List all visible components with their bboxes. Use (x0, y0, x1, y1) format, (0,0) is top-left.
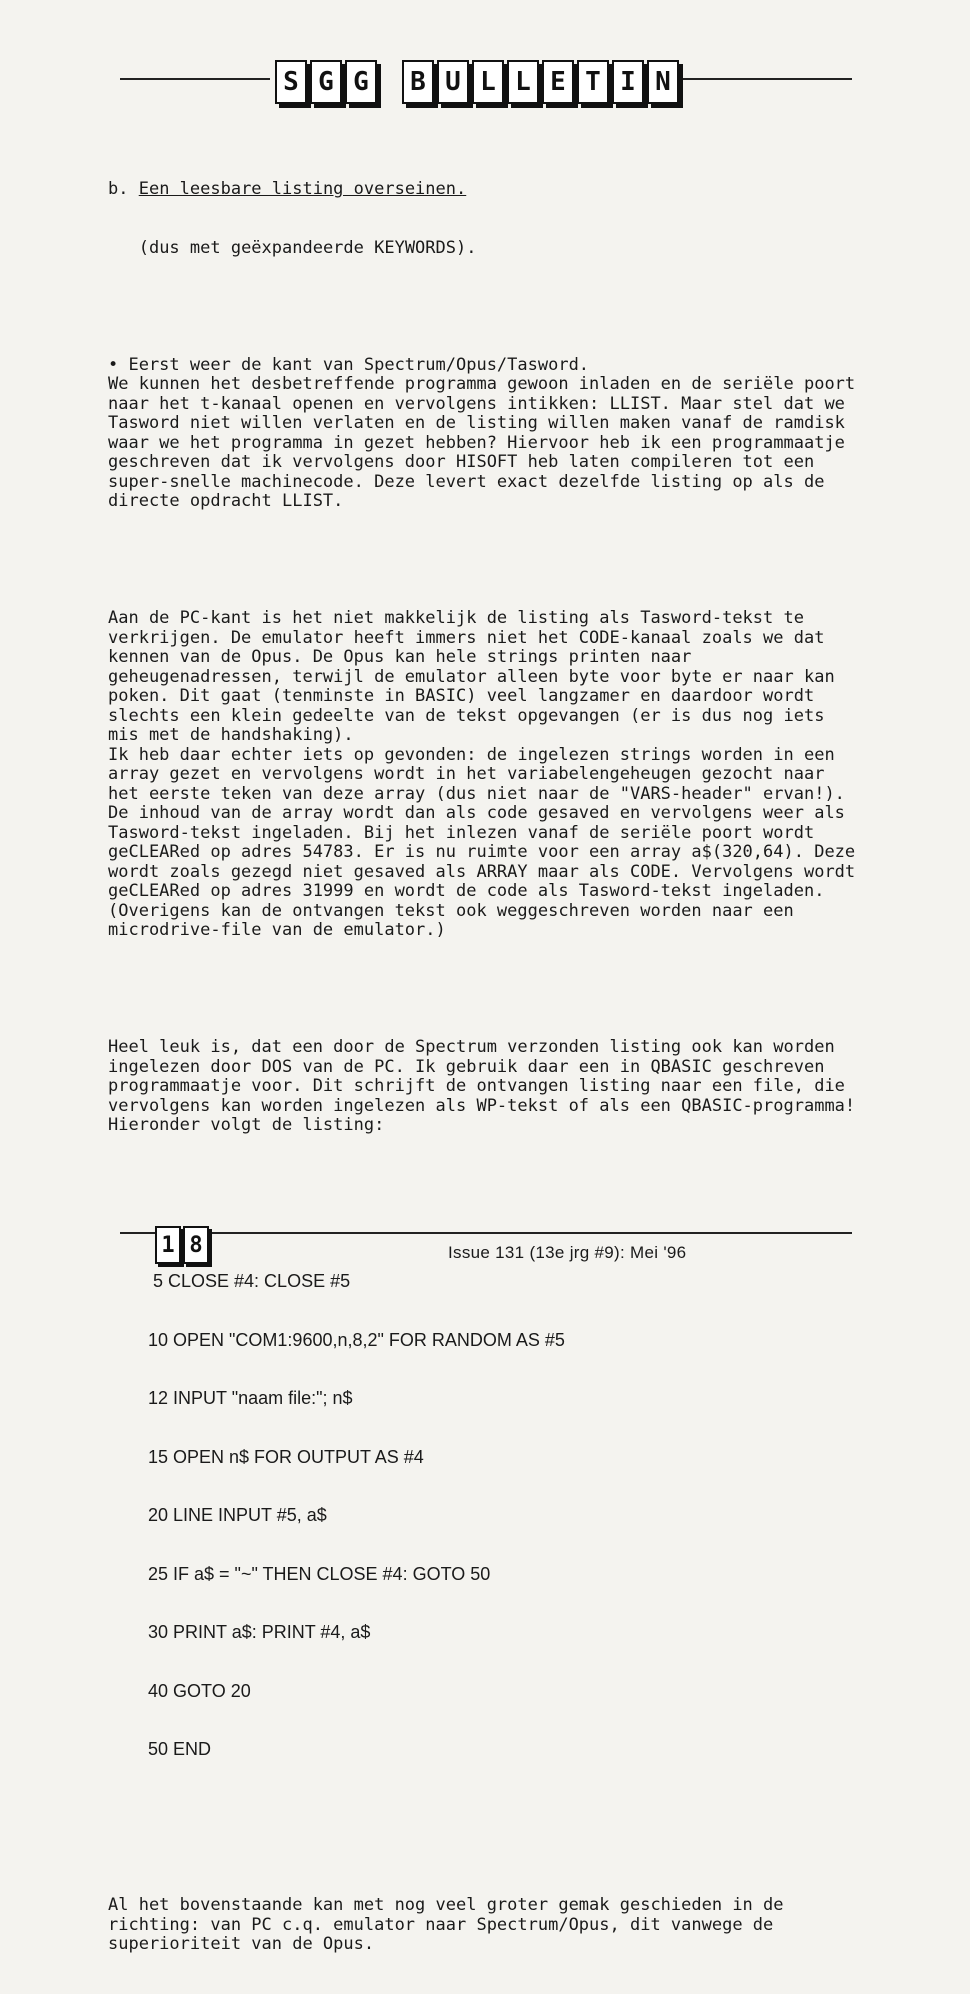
heading-prefix: b. (108, 179, 139, 199)
logo-tile: B (402, 60, 434, 104)
bulletin-logo (275, 60, 704, 104)
listing-line: 10 OPEN "COM1:9600,n,8,2" FOR RANDOM AS #5 (148, 1329, 565, 1350)
section-heading (108, 180, 856, 200)
paragraph-pc-side: Aan de PC-kant is het niet makkelijk de listing als Tasword-tekst te verkrijgen. De emulator heeft immers niet het CODE-kanaal zoals we dat kennen van de Opus. De Opus kan hele strings printen naar geheugenadressen, terwijl de emulator alleen byte voor byte er naar kan poken. Dit gaat (tenminste in BASIC) veel langzamer en daardoor wordt slechts een klein gedeelte van de tekst opgevangen (er is dus nog iets mis met de handshaking). Ik heb daar echter iets op gevonden: de ingelezen strings worden in een array gezet en vervolgens wordt in het variabelengeheugen gezocht naar het eerste teken van deze array (dus niet naar de "VARS-header" ervan!). De inhoud van de array wordt dan als code gesaved en vervolgens weer als Tasword-tekst ingeladen. Bij het inlezen vanaf de seriële poort wordt geCLEARed op adres 54783. Er is nu ruimte voor een array a$(320,64). Deze wordt zoals gezegd niet gesaved als ARRAY maar als CODE. Vervolgens wordt geCLEARed op adres 31999 en wordt de code als Tasword-tekst ingeladen. (Overigens kan de ontvangen tekst ook weggeschreven worden naar een microdrive-file van de emulator.) (108, 608, 856, 940)
logo-tile: I (612, 60, 644, 104)
logo-word-bulletin (402, 60, 682, 104)
listing-line: 40 GOTO 20 (148, 1680, 251, 1701)
listing-line: 12 INPUT "naam file:"; n$ (148, 1388, 353, 1408)
paragraph-spectrum-side: • Eerst weer de kant van Spectrum/Opus/Tasword. We kunnen het desbetreffende programma gewoon inladen en de seriële poort naar het t-kanaal openen en vervolgens intikken: LLIST. Maar stel dat we Tasword niet willen verlaten en de listing willen maken vanaf de ramdisk waar we het programma in gezet hebben? Hiervoor heb ik een programmaatje geschreven dat ik vervolgens door HISOFT heb laten compileren tot een super-snelle machinecode. Deze levert exact dezelfde listing op als de directe opdracht LLIST. (108, 354, 856, 511)
logo-tile: N (647, 60, 679, 104)
article-body (108, 141, 866, 1994)
listing-line: 50 END (148, 1739, 212, 1759)
logo-tile: G (310, 60, 342, 104)
listing-line: 15 OPEN n$ FOR OUTPUT AS #4 (148, 1446, 424, 1467)
heading-title: Een leesbare listing overseinen. (138, 179, 467, 199)
page-number (155, 1226, 211, 1264)
paragraph-qbasic: Heel leuk is, dat een door de Spectrum verzonden listing ook kan worden ingelezen door DOS van de PC. Ik gebruik daar een in QBASIC geschreven programmaatje voor. Dit schrijft de ontvangen listing naar een file, die vervolgens kan worden ingelezen als WP-tekst of als een QBASIC-programma! Hieronder volgt de listing: (108, 1037, 866, 1135)
listing-line: 25 IF a$ = "~" THEN CLOSE #4: GOTO 50 (148, 1563, 491, 1584)
logo-tile: U (437, 60, 469, 104)
logo-word-sgg (275, 60, 380, 104)
logo-tile: L (472, 60, 504, 104)
page-number-tile: 1 (155, 1226, 181, 1264)
logo-tile: S (275, 60, 307, 104)
issue-line: Issue 131 (13e jrg #9): Mei '96 (448, 1243, 687, 1262)
logo-tile: E (542, 60, 574, 104)
section-subheading: (dus met geëxpandeerde KEYWORDS). (108, 237, 477, 258)
logo-tile: L (507, 60, 539, 104)
paragraph-conclusion: Al het bovenstaande kan met nog veel groter gemak geschieden in de richting: van PC c.q. emulator naar Spectrum/Opus, dit vanwege de superioriteit van de Opus. (108, 1895, 794, 1954)
listing-line: 5 CLOSE #4: CLOSE #5 (148, 1271, 351, 1291)
logo-tile: T (577, 60, 609, 104)
logo-tile: G (345, 60, 377, 104)
header-rule-left (120, 78, 270, 80)
listing-line: 30 PRINT a$: PRINT #4, a$ (148, 1622, 371, 1642)
page-number-tile: 8 (183, 1226, 209, 1264)
qbasic-listing (148, 1233, 856, 1799)
listing-line: 20 LINE INPUT #5, a$ (148, 1505, 327, 1525)
footer-rule (120, 1232, 852, 1234)
